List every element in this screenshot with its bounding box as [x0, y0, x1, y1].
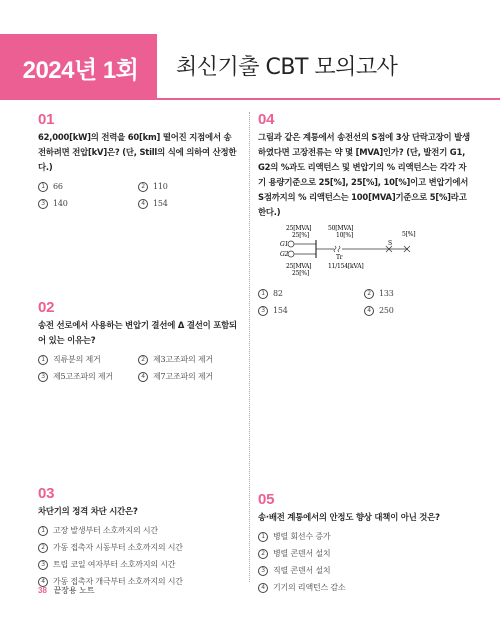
choice-item[interactable] — [138, 196, 238, 211]
page-footer — [38, 585, 95, 596]
question-number: 05 — [258, 491, 275, 508]
question-04 — [258, 112, 470, 318]
choice-item[interactable] — [38, 179, 138, 194]
choice-item[interactable] — [138, 352, 238, 367]
choice-text: 82 — [273, 289, 283, 298]
choice-marker: 2 — [38, 543, 48, 553]
choice-text: 250 — [379, 306, 394, 315]
g2-pct-label: 25[%] — [292, 270, 310, 277]
fault-point-label: S — [388, 240, 392, 247]
choice-marker: 2 — [138, 182, 148, 192]
choice-marker: 2 — [258, 549, 268, 559]
choice-text: 고장 발생부터 소호까지의 시간 — [53, 526, 158, 535]
question-number: 01 — [38, 111, 55, 128]
choice-text: 기기의 리액턴스 감소 — [273, 583, 346, 592]
choice-item[interactable] — [364, 286, 470, 301]
choice-marker: 1 — [258, 532, 268, 542]
choice-item[interactable] — [258, 563, 470, 578]
choice-text: 154 — [153, 199, 168, 208]
choice-text: 병렬 회선수 증가 — [273, 532, 331, 541]
question-text: 송·배전 계통에서의 안정도 향상 대책이 아닌 것은? — [258, 512, 440, 522]
transformer-voltage-label: 11/154[kVA] — [328, 263, 364, 270]
choice-list — [258, 529, 470, 595]
generator-g1-symbol — [288, 241, 294, 247]
choice-text: 140 — [53, 199, 68, 208]
choice-text: 66 — [53, 182, 63, 191]
choice-list — [258, 286, 470, 318]
choice-item[interactable] — [138, 369, 238, 384]
question-number: 03 — [38, 485, 55, 502]
choice-list — [38, 523, 238, 589]
choice-marker: 3 — [38, 372, 48, 382]
choice-text: 제7고조파의 제거 — [153, 372, 213, 381]
question-number: 02 — [38, 299, 55, 316]
choice-item[interactable] — [38, 196, 138, 211]
tr-label: Tr — [336, 254, 343, 261]
choice-marker: 3 — [258, 566, 268, 576]
choice-item[interactable] — [364, 303, 470, 318]
choice-text: 직렬 콘덴서 설치 — [273, 566, 331, 575]
choice-marker: 3 — [38, 199, 48, 209]
question-05 — [258, 492, 470, 595]
question-text: 송전 선로에서 사용하는 변압기 결선에 Δ 결선이 포함되어 있는 이유는? — [38, 320, 237, 345]
choice-marker: 4 — [258, 583, 268, 593]
choice-item[interactable] — [38, 369, 138, 384]
header-banner — [0, 34, 500, 100]
g2-label: G2 — [280, 251, 289, 258]
g1-rating-label: 25[MVA] — [286, 225, 312, 232]
page-title: 최신기출 CBT 모의고사 — [176, 55, 398, 80]
question-text: 차단기의 정격 차단 시간은? — [38, 506, 138, 516]
choice-marker: 4 — [138, 372, 148, 382]
transformer-symbol — [334, 246, 340, 252]
circuit-diagram — [258, 222, 470, 282]
line-pct-label: 5[%] — [402, 231, 416, 238]
choice-text: 가동 접촉자 개극부터 소호까지의 시간 — [53, 577, 183, 586]
exam-year-label: 2024년 1회 — [22, 57, 139, 84]
choice-item[interactable] — [38, 557, 238, 572]
choice-marker: 1 — [38, 526, 48, 536]
choice-item[interactable] — [258, 303, 364, 318]
choice-text: 제3고조파의 제거 — [153, 355, 213, 364]
choice-marker: 4 — [38, 577, 48, 587]
tr-pct-label: 10[%] — [336, 232, 354, 239]
question-text: 62,000[kW]의 전력을 60[km] 떨어진 지점에서 송전하려면 전압[kV]은? (단, Still의 식에 의하여 산정한다.) — [38, 132, 237, 172]
choice-marker: 3 — [258, 306, 268, 316]
question-02 — [38, 300, 238, 384]
g2-rating-label: 25[MVA] — [286, 263, 312, 270]
choice-text: 제5고조파의 제거 — [53, 372, 113, 381]
choice-list — [38, 179, 238, 211]
choice-marker: 1 — [258, 289, 268, 299]
footer-label: 끝장용 노트 — [53, 586, 95, 595]
choice-marker: 3 — [38, 560, 48, 570]
choice-item[interactable] — [258, 529, 470, 544]
choice-text: 병렬 콘덴서 설치 — [273, 549, 331, 558]
choice-item[interactable] — [38, 352, 138, 367]
choice-text: 154 — [273, 306, 288, 315]
choice-list — [38, 352, 238, 384]
choice-marker: 1 — [38, 182, 48, 192]
choice-marker: 4 — [364, 306, 374, 316]
choice-item[interactable] — [138, 179, 238, 194]
choice-item[interactable] — [38, 540, 238, 555]
question-number: 04 — [258, 111, 275, 128]
choice-item[interactable] — [38, 523, 238, 538]
question-03 — [38, 486, 238, 589]
column-divider — [249, 112, 250, 582]
choice-text: 133 — [379, 289, 394, 298]
choice-text: 가동 접촉자 시동부터 소호까지의 시간 — [53, 543, 183, 552]
g1-label: G1 — [280, 241, 289, 248]
choice-item[interactable] — [258, 580, 470, 595]
tr-rating-label: 50[MVA] — [328, 225, 354, 232]
g1-pct-label: 25[%] — [292, 232, 310, 239]
choice-item[interactable] — [258, 286, 364, 301]
choice-text: 트립 코일 여자부터 소호까지의 시간 — [53, 560, 176, 569]
choice-marker: 1 — [38, 355, 48, 365]
generator-g2-symbol — [288, 251, 294, 257]
choice-text: 직류분의 제거 — [53, 355, 101, 364]
choice-item[interactable] — [258, 546, 470, 561]
question-01 — [38, 112, 238, 211]
choice-text: 110 — [153, 182, 168, 191]
choice-marker: 2 — [138, 355, 148, 365]
page-number: 38 — [38, 586, 47, 595]
header-rule — [0, 98, 500, 100]
question-text: 그림과 같은 계통에서 송전선의 S점에 3상 단락고장이 발생하였다면 고장전류는 약 몇 [MVA]인가? (단, 발전기 G1, G2의 %과도 리액턴스 및 변압기의 % 리액턴스는 각각 자기 용량기준으로 25[%], 25[%], 10[%]이고 변압기에서 S점까지의 % 리액턴스는 100[MVA]기준으로 5[%]라고 한다.) — [258, 132, 470, 217]
choice-marker: 4 — [138, 199, 148, 209]
choice-marker: 2 — [364, 289, 374, 299]
